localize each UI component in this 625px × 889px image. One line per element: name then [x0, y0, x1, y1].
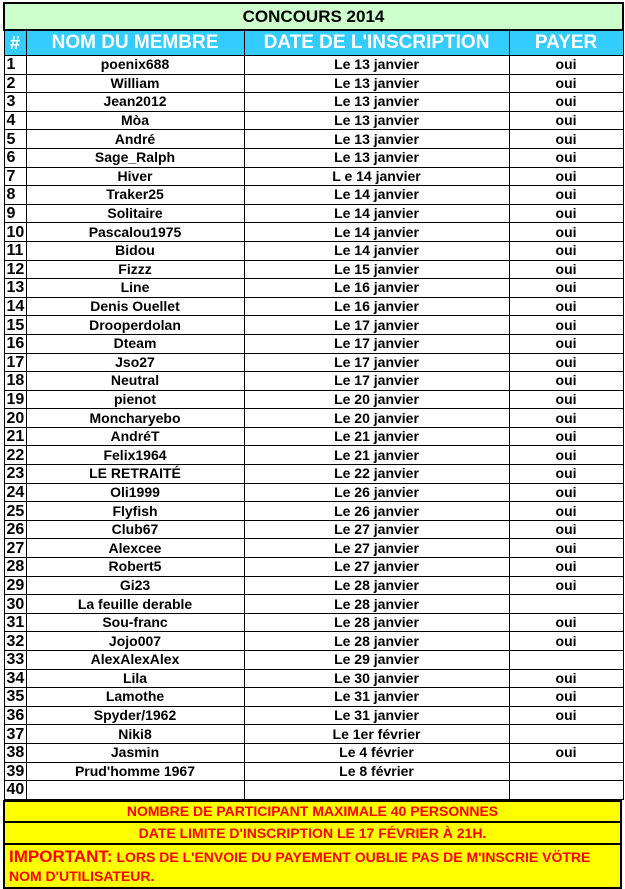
table-row: [4, 390, 623, 409]
paid-status: oui: [509, 576, 623, 595]
table-row: [4, 316, 623, 335]
paid-status: oui: [509, 372, 623, 391]
member-name: Denis Ouellet: [26, 297, 244, 316]
table-row: [4, 725, 623, 744]
member-name: Fizzz: [26, 260, 244, 279]
member-name: Pascalou1975: [26, 223, 244, 242]
header-number: #: [4, 30, 26, 56]
table-row: [4, 446, 623, 465]
row-number: 18: [4, 372, 26, 391]
table-row: [4, 743, 623, 762]
header-row: [4, 30, 623, 56]
row-number: 24: [4, 483, 26, 502]
row-number: 7: [4, 167, 26, 186]
paid-status: oui: [509, 279, 623, 298]
registration-date: Le 28 janvier: [244, 595, 509, 614]
paid-status: oui: [509, 148, 623, 167]
table-row: [4, 651, 623, 670]
table-row: [4, 762, 623, 781]
paid-status: [509, 651, 623, 670]
member-name: AlexAlexAlex: [26, 651, 244, 670]
row-number: 5: [4, 130, 26, 149]
deadline-notice: DATE LIMITE D'INSCRIPTION LE 17 FÉVRIER À 21H.: [3, 823, 622, 845]
row-number: 39: [4, 762, 26, 781]
paid-status: oui: [509, 167, 623, 186]
paid-status: [509, 595, 623, 614]
member-name: Neutral: [26, 372, 244, 391]
row-number: 14: [4, 297, 26, 316]
paid-status: oui: [509, 465, 623, 484]
max-participants-notice: NOMBRE DE PARTICIPANT MAXIMALE 40 PERSONNES: [3, 800, 622, 823]
paid-status: oui: [509, 74, 623, 93]
table-row: [4, 148, 623, 167]
registration-date: Le 14 janvier: [244, 241, 509, 260]
row-number: 19: [4, 390, 26, 409]
member-name: Mòa: [26, 111, 244, 130]
row-number: 15: [4, 316, 26, 335]
row-number: 11: [4, 241, 26, 260]
paid-status: oui: [509, 334, 623, 353]
paid-status: oui: [509, 632, 623, 651]
row-number: 3: [4, 93, 26, 112]
paid-status: oui: [509, 427, 623, 446]
table-row: [4, 260, 623, 279]
registration-date: Le 26 janvier: [244, 483, 509, 502]
table-row: [4, 781, 623, 800]
row-number: 10: [4, 223, 26, 242]
paid-status: oui: [509, 502, 623, 521]
row-number: 29: [4, 576, 26, 595]
table-row: [4, 520, 623, 539]
registration-date: Le 13 janvier: [244, 148, 509, 167]
table-body: [4, 56, 623, 800]
row-number: 28: [4, 558, 26, 577]
paid-status: oui: [509, 688, 623, 707]
registration-date: Le 14 janvier: [244, 223, 509, 242]
table-row: [4, 241, 623, 260]
member-name: Jean2012: [26, 93, 244, 112]
table-row: [4, 706, 623, 725]
member-name: Hiver: [26, 167, 244, 186]
registration-date: Le 20 janvier: [244, 390, 509, 409]
paid-status: oui: [509, 558, 623, 577]
header-registration-date: DATE DE L'INSCRIPTION: [244, 30, 509, 56]
important-notice: [3, 845, 622, 889]
paid-status: [509, 762, 623, 781]
member-name: William: [26, 74, 244, 93]
row-number: 34: [4, 669, 26, 688]
table-row: [4, 483, 623, 502]
member-name: Traker25: [26, 186, 244, 205]
row-number: 26: [4, 520, 26, 539]
paid-status: oui: [509, 186, 623, 205]
header-member-name: NOM DU MEMBRE: [26, 30, 244, 56]
member-name: Moncharyebo: [26, 409, 244, 428]
paid-status: oui: [509, 297, 623, 316]
registration-date: Le 20 janvier: [244, 409, 509, 428]
paid-status: oui: [509, 520, 623, 539]
row-number: 20: [4, 409, 26, 428]
paid-status: oui: [509, 539, 623, 558]
paid-status: oui: [509, 706, 623, 725]
table-row: [4, 613, 623, 632]
header-paid: PAYER: [509, 30, 623, 56]
registration-date: Le 29 janvier: [244, 651, 509, 670]
member-name: Alexcee: [26, 539, 244, 558]
table-row: [4, 669, 623, 688]
member-name: AndréT: [26, 427, 244, 446]
paid-status: oui: [509, 409, 623, 428]
registration-date: Le 28 janvier: [244, 613, 509, 632]
row-number: 6: [4, 148, 26, 167]
row-number: 38: [4, 743, 26, 762]
member-name: Oli1999: [26, 483, 244, 502]
table-row: [4, 56, 623, 75]
table-row: [4, 111, 623, 130]
paid-status: oui: [509, 316, 623, 335]
registration-date: Le 27 janvier: [244, 539, 509, 558]
row-number: 33: [4, 651, 26, 670]
table-row: [4, 93, 623, 112]
registration-date: Le 26 janvier: [244, 502, 509, 521]
row-number: 27: [4, 539, 26, 558]
row-number: 35: [4, 688, 26, 707]
member-name: Gi23: [26, 576, 244, 595]
registration-date: Le 16 janvier: [244, 279, 509, 298]
member-name: Felix1964: [26, 446, 244, 465]
paid-status: oui: [509, 223, 623, 242]
important-text: LORS DE L'ENVOIE DU PAYEMENT OUBLIE PAS DE M'INSCRIE VÖTRE NOM D'UTILISATEUR.: [9, 848, 591, 884]
row-number: 25: [4, 502, 26, 521]
row-number: 2: [4, 74, 26, 93]
row-number: 30: [4, 595, 26, 614]
registration-date: Le 17 janvier: [244, 334, 509, 353]
registration-date: Le 13 janvier: [244, 93, 509, 112]
table-row: [4, 204, 623, 223]
paid-status: oui: [509, 93, 623, 112]
paid-status: oui: [509, 446, 623, 465]
member-name: LE RETRAITÉ: [26, 465, 244, 484]
row-number: 31: [4, 613, 26, 632]
registration-date: [244, 781, 509, 800]
registration-date: Le 16 janvier: [244, 297, 509, 316]
row-number: 32: [4, 632, 26, 651]
row-number: 13: [4, 279, 26, 298]
registration-date: L e 14 janvier: [244, 167, 509, 186]
row-number: 21: [4, 427, 26, 446]
registration-date: Le 17 janvier: [244, 316, 509, 335]
registration-date: Le 13 janvier: [244, 56, 509, 75]
paid-status: oui: [509, 111, 623, 130]
table-row: [4, 297, 623, 316]
member-name: Bidou: [26, 241, 244, 260]
registration-date: Le 21 janvier: [244, 427, 509, 446]
registration-date: Le 1er février: [244, 725, 509, 744]
registration-date: Le 31 janvier: [244, 706, 509, 725]
member-name: Robert5: [26, 558, 244, 577]
table-row: [4, 130, 623, 149]
row-number: 9: [4, 204, 26, 223]
row-number: 37: [4, 725, 26, 744]
registration-date: Le 14 janvier: [244, 186, 509, 205]
row-number: 8: [4, 186, 26, 205]
table-row: [4, 539, 623, 558]
paid-status: oui: [509, 353, 623, 372]
row-number: 22: [4, 446, 26, 465]
important-label: IMPORTANT:: [9, 846, 113, 866]
paid-status: oui: [509, 130, 623, 149]
registration-date: Le 17 janvier: [244, 372, 509, 391]
registration-date: Le 30 janvier: [244, 669, 509, 688]
registration-date: Le 28 janvier: [244, 632, 509, 651]
row-number: 4: [4, 111, 26, 130]
paid-status: oui: [509, 613, 623, 632]
paid-status: oui: [509, 56, 623, 75]
row-number: 16: [4, 334, 26, 353]
member-name: Solitaire: [26, 204, 244, 223]
member-name: Niki8: [26, 725, 244, 744]
registration-date: Le 28 janvier: [244, 576, 509, 595]
member-name: Club67: [26, 520, 244, 539]
paid-status: oui: [509, 204, 623, 223]
registration-date: Le 31 janvier: [244, 688, 509, 707]
paid-status: oui: [509, 669, 623, 688]
member-name: Dteam: [26, 334, 244, 353]
table-row: [4, 576, 623, 595]
member-name: Prud'homme 1967: [26, 762, 244, 781]
registration-table: [3, 2, 624, 800]
member-name: Sou-franc: [26, 613, 244, 632]
member-name: Jso27: [26, 353, 244, 372]
member-name: pienot: [26, 390, 244, 409]
row-number: 40: [4, 781, 26, 800]
table-row: [4, 186, 623, 205]
registration-date: Le 27 janvier: [244, 558, 509, 577]
registration-date: Le 8 février: [244, 762, 509, 781]
table-row: [4, 372, 623, 391]
member-name: Line: [26, 279, 244, 298]
table-row: [4, 409, 623, 428]
row-number: 12: [4, 260, 26, 279]
row-number: 23: [4, 465, 26, 484]
row-number: 1: [4, 56, 26, 75]
member-name: poenix688: [26, 56, 244, 75]
registration-date: Le 13 janvier: [244, 111, 509, 130]
table-row: [4, 279, 623, 298]
table-row: [4, 502, 623, 521]
registration-date: Le 13 janvier: [244, 74, 509, 93]
paid-status: [509, 781, 623, 800]
member-name: La feuille derable: [26, 595, 244, 614]
paid-status: oui: [509, 483, 623, 502]
registration-date: Le 4 février: [244, 743, 509, 762]
member-name: Sage_Ralph: [26, 148, 244, 167]
member-name: Jojo007: [26, 632, 244, 651]
registration-date: Le 15 janvier: [244, 260, 509, 279]
table-row: [4, 223, 623, 242]
member-name: Lila: [26, 669, 244, 688]
row-number: 17: [4, 353, 26, 372]
table-row: [4, 167, 623, 186]
table-row: [4, 558, 623, 577]
table-row: [4, 465, 623, 484]
member-name: [26, 781, 244, 800]
paid-status: oui: [509, 260, 623, 279]
table-row: [4, 688, 623, 707]
table-row: [4, 632, 623, 651]
paid-status: oui: [509, 390, 623, 409]
registration-date: Le 22 janvier: [244, 465, 509, 484]
member-name: Lamothe: [26, 688, 244, 707]
table-row: [4, 427, 623, 446]
member-name: Spyder/1962: [26, 706, 244, 725]
paid-status: [509, 725, 623, 744]
registration-date: Le 13 janvier: [244, 130, 509, 149]
table-row: [4, 74, 623, 93]
paid-status: oui: [509, 241, 623, 260]
registration-date: Le 27 janvier: [244, 520, 509, 539]
paid-status: oui: [509, 743, 623, 762]
registration-date: Le 17 janvier: [244, 353, 509, 372]
registration-date: Le 21 janvier: [244, 446, 509, 465]
row-number: 36: [4, 706, 26, 725]
sheet-title: CONCOURS 2014: [4, 3, 623, 30]
member-name: André: [26, 130, 244, 149]
member-name: Flyfish: [26, 502, 244, 521]
member-name: Jasmin: [26, 743, 244, 762]
table-row: [4, 353, 623, 372]
member-name: Drooperdolan: [26, 316, 244, 335]
contest-sheet: [3, 2, 622, 889]
table-row: [4, 334, 623, 353]
table-row: [4, 595, 623, 614]
registration-date: Le 14 janvier: [244, 204, 509, 223]
